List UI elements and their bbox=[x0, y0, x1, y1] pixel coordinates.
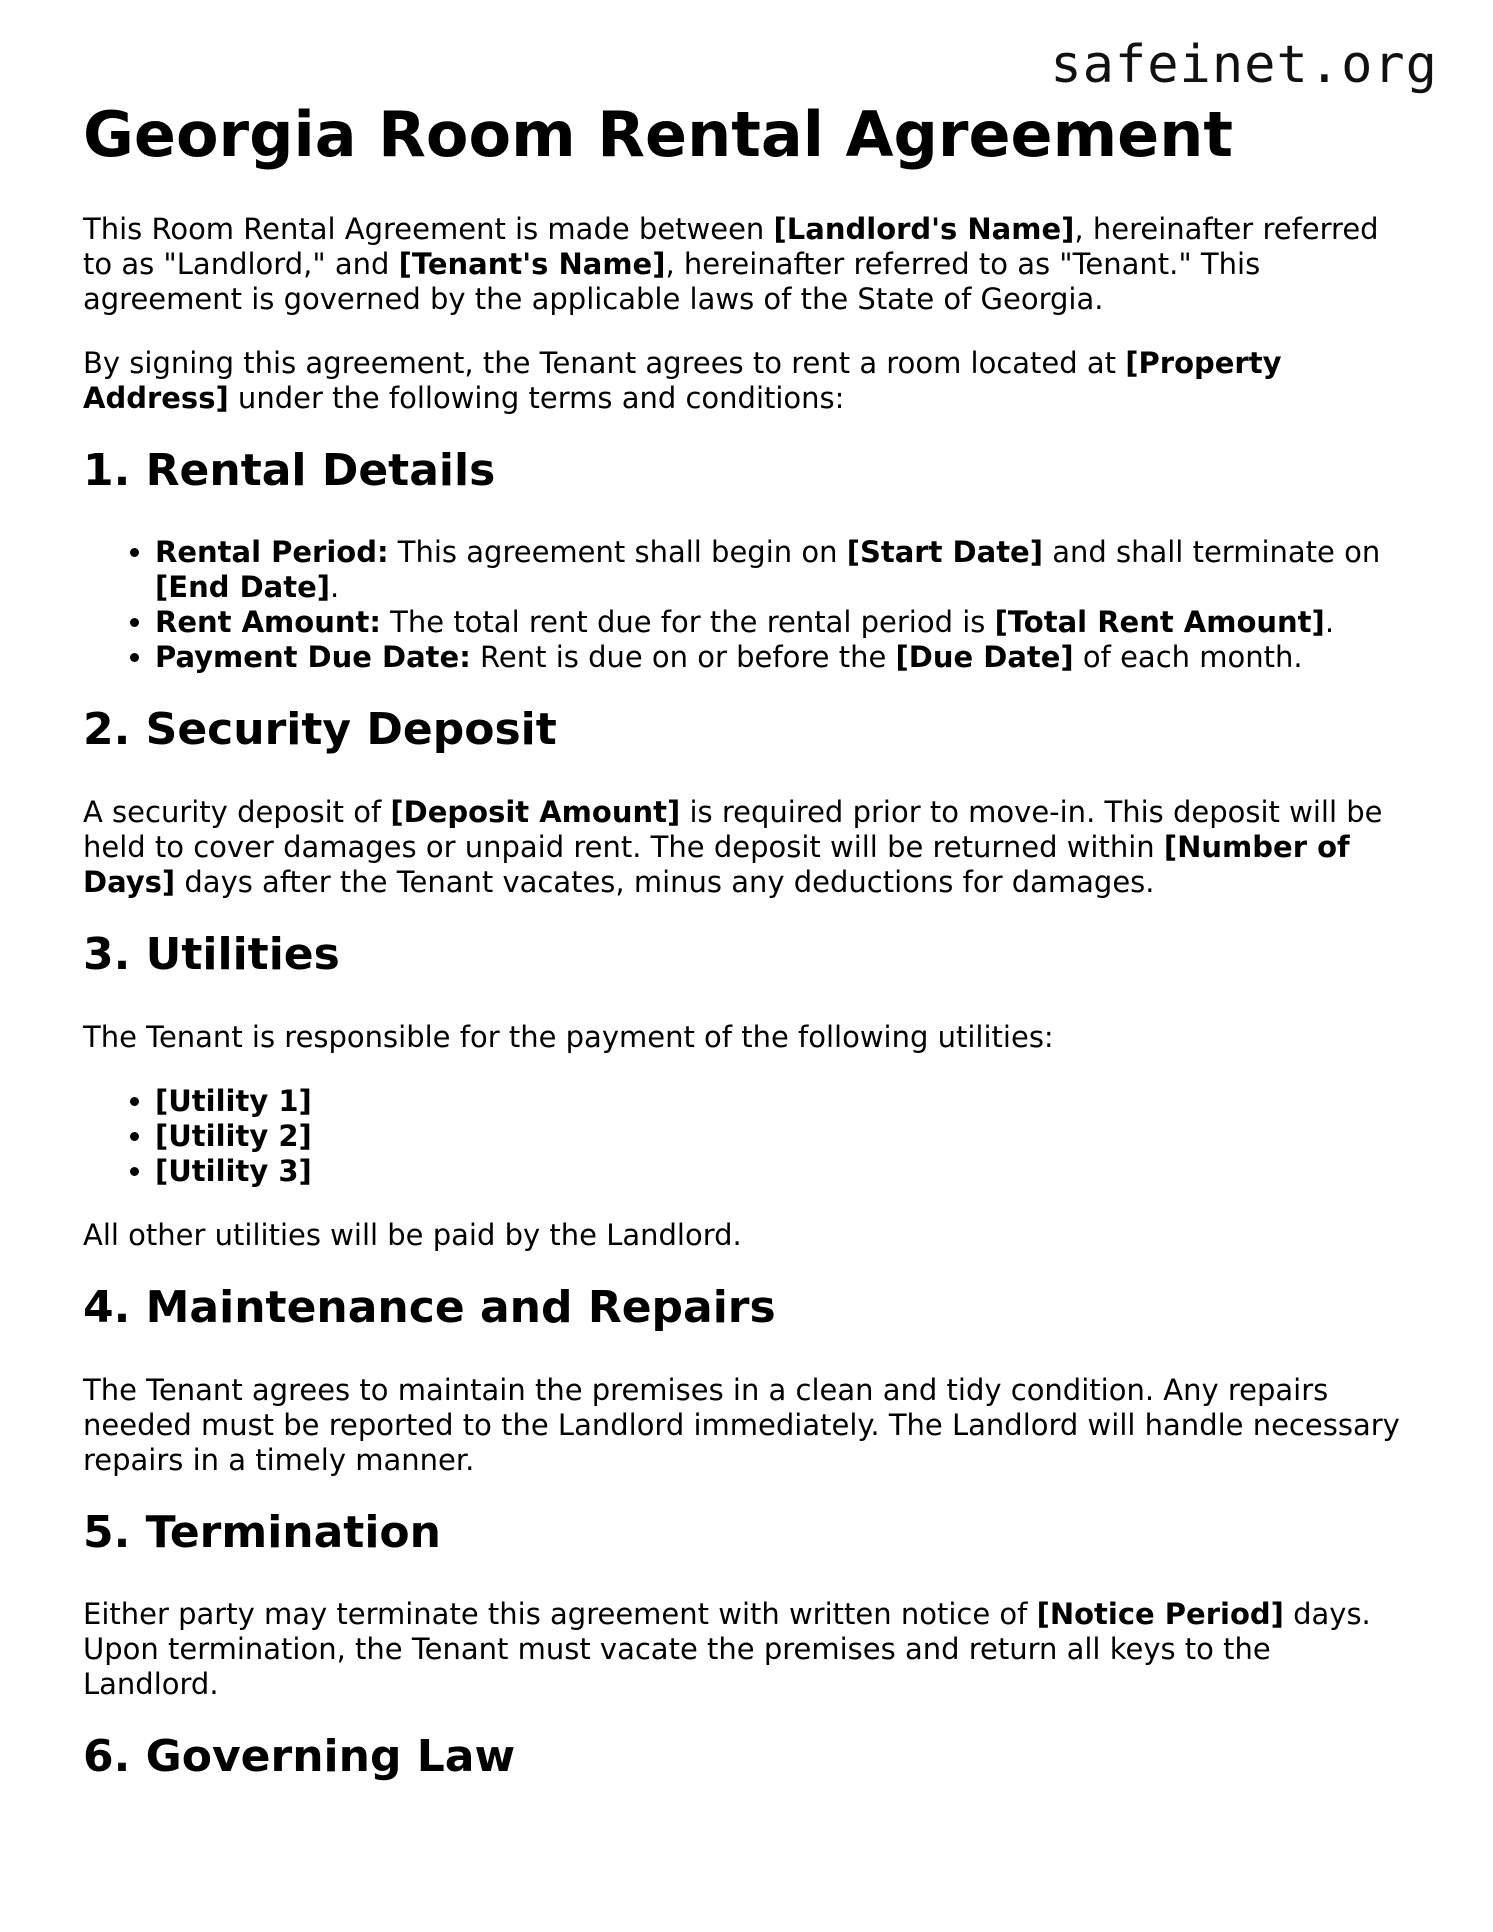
number-of-days-placeholder: [Number of Days] bbox=[83, 830, 1350, 900]
list-item-rental-period bbox=[155, 535, 1413, 605]
utility-placeholder: [Utility 2] bbox=[155, 1118, 312, 1153]
deposit-text: days after the Tenant vacates, minus any deductions for damages. bbox=[175, 865, 1155, 900]
utilities-outro: All other utilities will be paid by the Landlord. bbox=[83, 1217, 742, 1252]
termination-text: Either party may terminate this agreement with written notice of bbox=[83, 1597, 1037, 1632]
intro-text: , hereinafter referred to as "Tenant." This agreement is governed by the applicable laws of the State of Georgia. bbox=[83, 246, 1261, 316]
deposit-amount-placeholder: [Deposit Amount] bbox=[390, 795, 681, 830]
property-address-placeholder: [Property Address] bbox=[83, 345, 1282, 415]
item-text: . bbox=[1324, 605, 1335, 640]
utility-placeholder: [Utility 1] bbox=[155, 1083, 312, 1118]
document-page bbox=[83, 96, 1413, 1822]
intro-text: under the following terms and conditions: bbox=[228, 380, 845, 415]
utilities-intro: The Tenant is responsible for the payment of the following utilities: bbox=[83, 1019, 1054, 1054]
list-item-utility bbox=[155, 1154, 1413, 1189]
intro-paragraph-2 bbox=[83, 346, 1413, 416]
rental-details-list bbox=[83, 535, 1413, 675]
utilities-list bbox=[83, 1084, 1413, 1189]
maintenance-paragraph: The Tenant agrees to maintain the premises in a clean and tidy condition. Any repairs needed must be reported to the Landlord immediately. The Landlord will handle necessary repairs in a timely manner. bbox=[83, 1372, 1400, 1477]
item-text: and shall terminate on bbox=[1042, 535, 1381, 570]
termination-text: days. Upon termination, the Tenant must vacate the premises and return all keys to the Landlord. bbox=[83, 1597, 1371, 1702]
tenant-name-placeholder: [Tenant's Name] bbox=[398, 246, 666, 281]
item-label: Rental Period: bbox=[155, 535, 389, 570]
list-item-payment-due bbox=[155, 640, 1413, 675]
item-text: of each month. bbox=[1073, 640, 1303, 675]
intro-text: This Room Rental Agreement is made between bbox=[83, 211, 774, 246]
section-heading-termination: 5. Termination bbox=[83, 1506, 441, 1558]
utility-placeholder: [Utility 3] bbox=[155, 1153, 312, 1188]
item-text: Rent is due on or before the bbox=[470, 640, 896, 675]
total-rent-placeholder: [Total Rent Amount] bbox=[994, 605, 1325, 640]
start-date-placeholder: [Start Date] bbox=[846, 535, 1043, 570]
item-label: Payment Due Date: bbox=[155, 640, 471, 675]
termination-paragraph bbox=[83, 1597, 1413, 1702]
intro-paragraph-1 bbox=[83, 212, 1413, 317]
deposit-text: A security deposit of bbox=[83, 795, 391, 830]
intro-text: By signing this agreement, the Tenant agrees to rent a room located at bbox=[83, 345, 1126, 380]
item-label: Rent Amount: bbox=[155, 605, 381, 640]
notice-period-placeholder: [Notice Period] bbox=[1036, 1597, 1284, 1632]
section-heading-rental-details: 1. Rental Details bbox=[83, 444, 496, 496]
watermark: safeinet.org bbox=[1050, 35, 1438, 95]
item-text: . bbox=[330, 570, 340, 605]
section-heading-governing-law: 6. Governing Law bbox=[83, 1731, 516, 1783]
due-date-placeholder: [Due Date] bbox=[895, 640, 1074, 675]
item-text: This agreement shall begin on bbox=[388, 535, 847, 570]
section-heading-security-deposit: 2. Security Deposit bbox=[83, 704, 557, 756]
list-item-utility bbox=[155, 1119, 1413, 1154]
deposit-paragraph bbox=[83, 795, 1413, 900]
list-item-utility bbox=[155, 1084, 1413, 1119]
page-title: Georgia Room Rental Agreement bbox=[83, 98, 1233, 171]
intro-text: , hereinafter referred to as "Landlord," and bbox=[83, 211, 1379, 281]
deposit-text: is required prior to move-in. This deposit will be held to cover damages or unpaid rent. The deposit will be returned within bbox=[83, 795, 1383, 865]
section-heading-maintenance: 4. Maintenance and Repairs bbox=[83, 1281, 776, 1333]
item-text: The total rent due for the rental period is bbox=[380, 605, 995, 640]
list-item-rent-amount bbox=[155, 605, 1413, 640]
landlord-name-placeholder: [Landlord's Name] bbox=[773, 211, 1075, 246]
end-date-placeholder: [End Date] bbox=[155, 570, 330, 605]
section-heading-utilities: 3. Utilities bbox=[83, 929, 340, 981]
